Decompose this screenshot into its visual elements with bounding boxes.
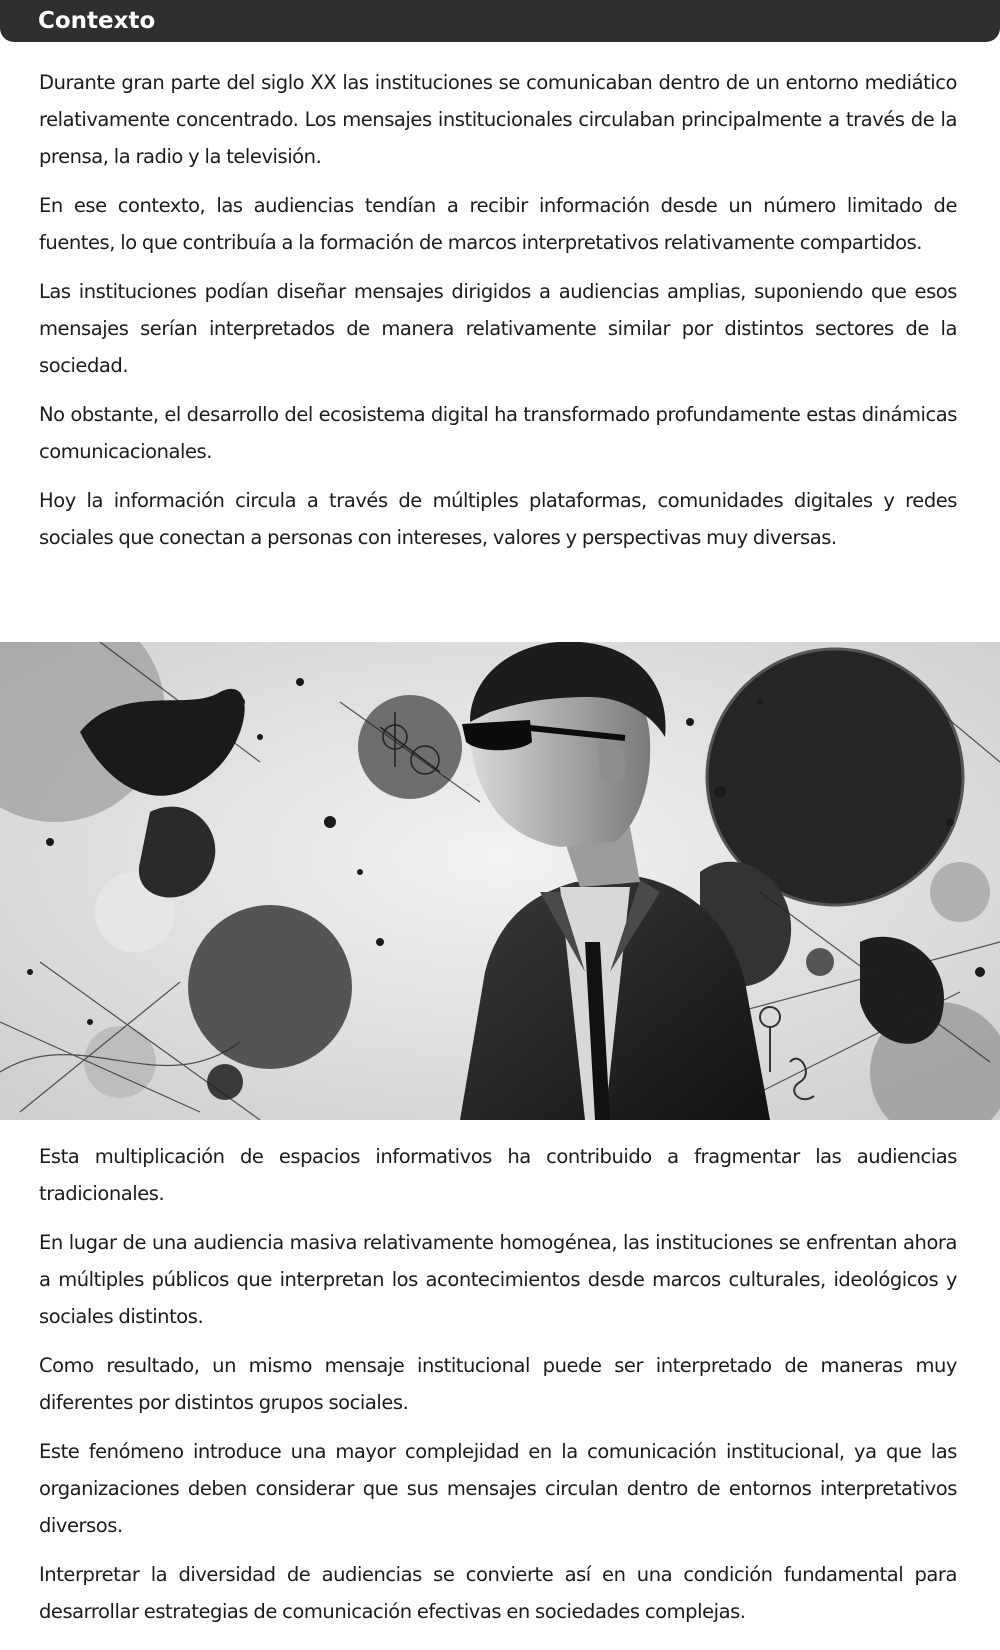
paragraph: Hoy la información circula a través de múltiples plataformas, comunidades digitales y redes sociales que conectan a personas con intereses, valores y perspectivas muy diversas. <box>39 489 957 549</box>
intro-text-block <box>39 64 957 568</box>
paragraph: Durante gran parte del siglo XX las instituciones se comunicaban dentro de un entorno mediático relativamente concentrado. Los mensajes institucionales circulaban principalmente a través de la prensa, la radio y la televisión. <box>39 71 957 168</box>
section-header-bar <box>0 0 1000 42</box>
paragraph: Esta multiplicación de espacios informativos ha contribuido a fragmentar las audiencias tradicionales. <box>39 1145 957 1205</box>
paragraph: Las instituciones podían diseñar mensajes dirigidos a audiencias amplias, suponiendo que esos mensajes serían interpretados de manera relativamente similar por distintos sectores de la sociedad. <box>39 280 957 377</box>
paragraph: Este fenómeno introduce una mayor complejidad en la comunicación institucional, ya que las organizaciones deben considerar que sus mensajes circulan dentro de entornos interpretativos diversos. <box>39 1440 957 1537</box>
section-title: Contexto <box>38 8 156 34</box>
collage-illustration <box>0 642 1000 1120</box>
continuation-text-block <box>39 1138 957 1642</box>
paragraph: No obstante, el desarrollo del ecosistema digital ha transformado profundamente estas dinámicas comunicacionales. <box>39 403 957 463</box>
paragraph: Interpretar la diversidad de audiencias se convierte así en una condición fundamental para desarrollar estrategias de comunicación efectivas en sociedades complejas. <box>39 1563 957 1623</box>
paragraph: En ese contexto, las audiencias tendían a recibir información desde un número limitado de fuentes, lo que contribuía a la formación de marcos interpretativos relativamente compartidos. <box>39 194 957 254</box>
paragraph: Como resultado, un mismo mensaje institucional puede ser interpretado de maneras muy diferentes por distintos grupos sociales. <box>39 1354 957 1414</box>
paragraph: En lugar de una audiencia masiva relativamente homogénea, las instituciones se enfrentan ahora a múltiples públicos que interpretan los acontecimientos desde marcos culturales, ideológicos y sociales distintos. <box>39 1231 957 1328</box>
